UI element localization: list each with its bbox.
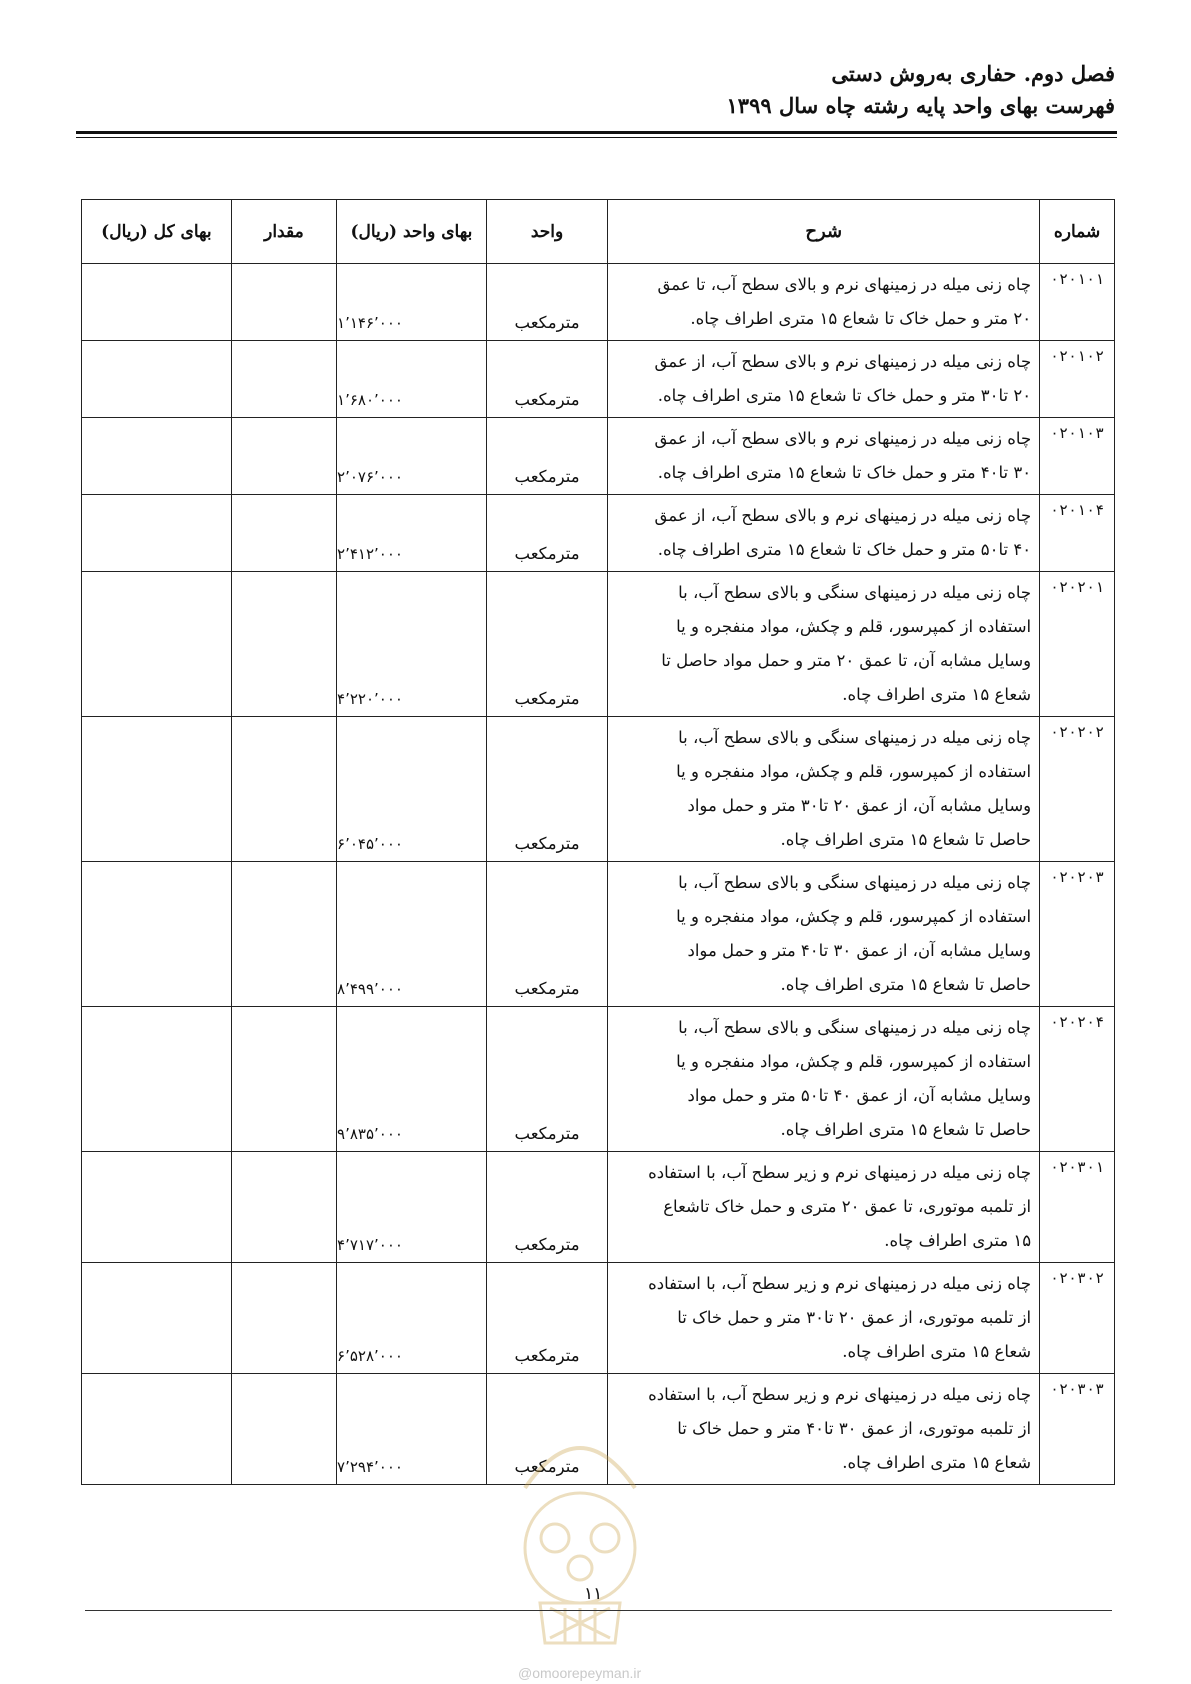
- column-header-description: شرح: [608, 200, 1040, 264]
- item-description: [608, 495, 1040, 572]
- description-line: چاه زنی میله در زمینهای نرم و بالای سطح آب، از عمق: [654, 506, 1032, 525]
- description-line: ۱۵ متری اطراف چاه.: [884, 1231, 1032, 1250]
- item-number: ۰۲۰۳۰۲: [1040, 1263, 1115, 1374]
- item-number: ۰۲۰۳۰۱: [1040, 1152, 1115, 1263]
- description-line: وسایل مشابه آن، تا عمق ۲۰ متر و حمل مواد حاصل تا: [661, 651, 1032, 670]
- item-description: [608, 862, 1040, 1007]
- chapter-title: فصل دوم. حفاری به‌روش دستی: [831, 61, 1115, 86]
- table-row: [82, 1263, 1115, 1374]
- item-unit: مترمکعب: [486, 1152, 608, 1263]
- item-total-price[interactable]: [82, 418, 232, 495]
- description-line: شعاع ۱۵ متری اطراف چاه.: [842, 685, 1032, 704]
- item-quantity[interactable]: [231, 862, 336, 1007]
- description-line: از تلمبه موتوری، از عمق ۳۰ تا۴۰ متر و حمل خاک تا: [677, 1419, 1032, 1438]
- description-line: وسایل مشابه آن، از عمق ۲۰ تا۳۰ متر و حمل مواد: [687, 796, 1032, 815]
- item-description: [608, 418, 1040, 495]
- table-row: [82, 572, 1115, 717]
- item-unit-price: ۲٬۰۷۶٬۰۰۰: [337, 418, 487, 495]
- item-quantity[interactable]: [231, 495, 336, 572]
- item-unit: مترمکعب: [486, 418, 608, 495]
- description-line: ۴۰ تا۵۰ متر و حمل خاک تا شعاع ۱۵ متری اطراف چاه.: [657, 540, 1032, 559]
- item-unit: مترمکعب: [486, 572, 608, 717]
- item-quantity[interactable]: [231, 1374, 336, 1485]
- item-total-price[interactable]: [82, 862, 232, 1007]
- item-total-price[interactable]: [82, 264, 232, 341]
- item-number: ۰۲۰۱۰۳: [1040, 418, 1115, 495]
- description-line: چاه زنی میله در زمینهای نرم و بالای سطح آب، از عمق: [654, 429, 1032, 448]
- table-body: [82, 264, 1115, 1485]
- document-subtitle: فهرست بهای واحد پایه رشته چاه سال ۱۳۹۹: [726, 93, 1115, 118]
- description-line: استفاده از کمپرسور، قلم و چکش، مواد منفجره و یا: [676, 617, 1032, 636]
- website-watermark: @omoorepeyman.ir: [518, 1665, 642, 1681]
- description-line: شعاع ۱۵ متری اطراف چاه.: [842, 1342, 1032, 1361]
- description-line: از تلمبه موتوری، تا عمق ۲۰ متری و حمل خاک تاشعاع: [663, 1197, 1032, 1216]
- item-unit-price: ۴٬۲۲۰٬۰۰۰: [337, 572, 487, 717]
- description-line: حاصل تا شعاع ۱۵ متری اطراف چاه.: [780, 1120, 1032, 1139]
- description-line: وسایل مشابه آن، از عمق ۴۰ تا۵۰ متر و حمل مواد: [687, 1086, 1032, 1105]
- description-line: چاه زنی میله در زمینهای سنگی و بالای سطح آب، با: [678, 583, 1032, 602]
- description-line: ۲۰ متر و حمل خاک تا شعاع ۱۵ متری اطراف چاه.: [690, 309, 1032, 328]
- item-unit: مترمکعب: [486, 1263, 608, 1374]
- description-line: چاه زنی میله در زمینهای نرم و بالای سطح آب، از عمق: [654, 352, 1032, 371]
- item-unit: مترمکعب: [486, 1007, 608, 1152]
- item-unit-price: ۲٬۴۱۲٬۰۰۰: [337, 495, 487, 572]
- description-line: استفاده از کمپرسور، قلم و چکش، مواد منفجره و یا: [676, 1052, 1032, 1071]
- item-quantity[interactable]: [231, 264, 336, 341]
- item-description: [608, 264, 1040, 341]
- item-unit-price: ۸٬۴۹۹٬۰۰۰: [337, 862, 487, 1007]
- item-unit-price: ۴٬۷۱۷٬۰۰۰: [337, 1152, 487, 1263]
- description-line: چاه زنی میله در زمینهای سنگی و بالای سطح آب، با: [678, 873, 1032, 892]
- description-line: ۲۰ تا۳۰ متر و حمل خاک تا شعاع ۱۵ متری اطراف چاه.: [657, 386, 1032, 405]
- item-quantity[interactable]: [231, 418, 336, 495]
- table-row: [82, 495, 1115, 572]
- item-unit: مترمکعب: [486, 341, 608, 418]
- description-line: ۳۰ تا۴۰ متر و حمل خاک تا شعاع ۱۵ متری اطراف چاه.: [657, 463, 1032, 482]
- description-line: چاه زنی میله در زمینهای سنگی و بالای سطح آب، با: [678, 1018, 1032, 1037]
- item-quantity[interactable]: [231, 717, 336, 862]
- item-unit-price: ۱٬۶۸۰٬۰۰۰: [337, 341, 487, 418]
- item-number: ۰۲۰۱۰۴: [1040, 495, 1115, 572]
- column-header-total-price: بهای کل (ریال): [82, 200, 232, 264]
- item-total-price[interactable]: [82, 495, 232, 572]
- page-number: ۱۱: [584, 1584, 603, 1604]
- item-unit: مترمکعب: [486, 862, 608, 1007]
- item-total-price[interactable]: [82, 341, 232, 418]
- column-header-unit: واحد: [486, 200, 608, 264]
- description-line: چاه زنی میله در زمینهای سنگی و بالای سطح آب، با: [678, 728, 1032, 747]
- description-line: چاه زنی میله در زمینهای نرم و بالای سطح آب، تا عمق: [657, 275, 1032, 294]
- page-header: [727, 58, 1115, 122]
- table-row: [82, 1152, 1115, 1263]
- item-quantity[interactable]: [231, 1152, 336, 1263]
- item-quantity[interactable]: [231, 572, 336, 717]
- item-number: ۰۲۰۱۰۲: [1040, 341, 1115, 418]
- description-line: حاصل تا شعاع ۱۵ متری اطراف چاه.: [780, 975, 1032, 994]
- table-row: [82, 717, 1115, 862]
- description-line: از تلمبه موتوری، از عمق ۲۰ تا۳۰ متر و حمل خاک تا: [677, 1308, 1032, 1327]
- item-unit: مترمکعب: [486, 1374, 608, 1485]
- item-number: ۰۲۰۲۰۱: [1040, 572, 1115, 717]
- item-description: [608, 1152, 1040, 1263]
- item-number: ۰۲۰۲۰۲: [1040, 717, 1115, 862]
- description-line: چاه زنی میله در زمینهای نرم و زیر سطح آب، با استفاده: [648, 1274, 1032, 1293]
- column-header-unit-price: بهای واحد (ریال): [337, 200, 487, 264]
- description-line: شعاع ۱۵ متری اطراف چاه.: [842, 1453, 1032, 1472]
- table-row: [82, 341, 1115, 418]
- item-unit-price: ۱٬۱۴۶٬۰۰۰: [337, 264, 487, 341]
- item-number: ۰۲۰۳۰۳: [1040, 1374, 1115, 1485]
- item-total-price[interactable]: [82, 1263, 232, 1374]
- item-quantity[interactable]: [231, 341, 336, 418]
- item-total-price[interactable]: [82, 1152, 232, 1263]
- item-description: [608, 572, 1040, 717]
- item-unit: مترمکعب: [486, 495, 608, 572]
- item-description: [608, 1007, 1040, 1152]
- item-quantity[interactable]: [231, 1263, 336, 1374]
- description-line: استفاده از کمپرسور، قلم و چکش، مواد منفجره و یا: [676, 907, 1032, 926]
- item-total-price[interactable]: [82, 1374, 232, 1485]
- item-total-price[interactable]: [82, 572, 232, 717]
- header-rule-thin: [76, 137, 1117, 138]
- table-row: [82, 862, 1115, 1007]
- price-list-table: [81, 199, 1115, 1485]
- description-line: استفاده از کمپرسور، قلم و چکش، مواد منفجره و یا: [676, 762, 1032, 781]
- description-line: چاه زنی میله در زمینهای نرم و زیر سطح آب، با استفاده: [648, 1385, 1032, 1404]
- column-header-number: شماره: [1040, 200, 1115, 264]
- item-description: [608, 1263, 1040, 1374]
- column-header-quantity: مقدار: [231, 200, 336, 264]
- item-total-price[interactable]: [82, 1007, 232, 1152]
- watermark-logo: [505, 1418, 655, 1648]
- item-description: [608, 717, 1040, 862]
- item-number: ۰۲۰۲۰۴: [1040, 1007, 1115, 1152]
- table-row: [82, 264, 1115, 341]
- item-unit-price: ۶٬۰۴۵٬۰۰۰: [337, 717, 487, 862]
- item-number: ۰۲۰۲۰۳: [1040, 862, 1115, 1007]
- item-unit-price: ۶٬۵۲۸٬۰۰۰: [337, 1263, 487, 1374]
- item-number: ۰۲۰۱۰۱: [1040, 264, 1115, 341]
- table-row: [82, 418, 1115, 495]
- table-header-row: [82, 200, 1115, 264]
- item-unit-price: ۷٬۲۹۴٬۰۰۰: [337, 1374, 487, 1485]
- item-description: [608, 341, 1040, 418]
- item-unit: مترمکعب: [486, 717, 608, 862]
- item-unit: مترمکعب: [486, 264, 608, 341]
- item-unit-price: ۹٬۸۳۵٬۰۰۰: [337, 1007, 487, 1152]
- footer-rule: [85, 1610, 1112, 1611]
- description-line: وسایل مشابه آن، از عمق ۳۰ تا۴۰ متر و حمل مواد: [687, 941, 1032, 960]
- item-quantity[interactable]: [231, 1007, 336, 1152]
- description-line: حاصل تا شعاع ۱۵ متری اطراف چاه.: [780, 830, 1032, 849]
- item-total-price[interactable]: [82, 717, 232, 862]
- description-line: چاه زنی میله در زمینهای نرم و زیر سطح آب، با استفاده: [648, 1163, 1032, 1182]
- item-description: [608, 1374, 1040, 1485]
- header-rule-thick: [76, 131, 1117, 134]
- table-row: [82, 1007, 1115, 1152]
